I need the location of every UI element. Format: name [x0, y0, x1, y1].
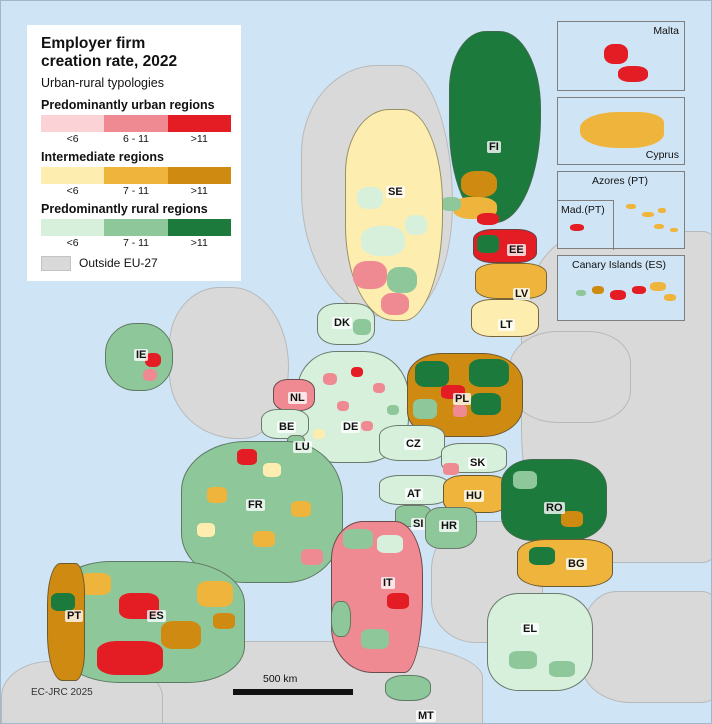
inset-malta-label: Malta	[653, 25, 679, 37]
legend-swatch-urban-high	[168, 115, 231, 132]
region-cell	[301, 549, 323, 565]
region-cell	[471, 393, 501, 415]
country-code-ES: ES	[149, 610, 164, 622]
country-code-SI: SI	[413, 518, 424, 530]
map-credit: EC-JRC 2025	[31, 687, 93, 698]
country-code-HU: HU	[466, 490, 482, 502]
legend-label-urban-high: >11	[190, 132, 208, 145]
legend-swatches-urban	[41, 115, 231, 132]
region-cell	[337, 401, 349, 411]
inset-canary-label: Canary Islands (ES)	[572, 259, 666, 271]
legend-swatch-urban-low	[41, 115, 104, 132]
legend-labels-rural	[41, 236, 231, 250]
country-code-EL: EL	[523, 623, 538, 635]
canary-island	[650, 282, 666, 291]
region-cell	[313, 429, 325, 439]
country-code-IT: IT	[383, 577, 393, 589]
region-cell	[529, 547, 555, 565]
azores-island	[654, 224, 664, 229]
region-cell	[351, 367, 363, 377]
inset-madeira-label: Mad.(PT)	[561, 204, 605, 216]
legend-swatch-intermediate-mid	[104, 167, 167, 184]
azores-island	[670, 228, 678, 232]
region-cell	[385, 675, 431, 701]
country-code-FI: FI	[489, 141, 499, 153]
region-cell	[477, 213, 499, 225]
inset-cyprus	[557, 97, 685, 165]
legend-title-line2: creation rate, 2022	[41, 52, 178, 70]
legend-swatch-urban-mid	[104, 115, 167, 132]
country-code-AT: AT	[407, 488, 421, 500]
country-code-MT: MT	[418, 710, 434, 722]
country-code-PT: PT	[67, 610, 82, 622]
country-code-EE: EE	[509, 244, 524, 256]
region-cell	[161, 621, 201, 649]
legend-label-rural-high: >11	[190, 236, 208, 249]
scale-bar-label: 500 km	[263, 673, 298, 685]
country-shape-EL	[487, 593, 593, 691]
legend-label-urban-mid: 6 - 11	[122, 132, 150, 145]
region-cell	[469, 359, 509, 387]
legend-swatch-rural-high	[168, 219, 231, 236]
legend-swatch-outside	[41, 256, 71, 271]
azores-island	[658, 208, 666, 213]
legend-swatch-rural-low	[41, 219, 104, 236]
region-cell	[331, 601, 351, 637]
legend-title-line1: Employer firm	[41, 35, 146, 52]
region-cell	[291, 501, 311, 517]
region-cell	[207, 487, 227, 503]
country-code-BE: BE	[279, 421, 295, 433]
azores-island	[626, 204, 636, 209]
country-code-IE: IE	[136, 349, 147, 361]
country-code-LV: LV	[515, 288, 529, 300]
cyprus-shape	[580, 112, 664, 148]
region-cell	[415, 361, 449, 387]
region-cell	[237, 449, 257, 465]
canary-island	[632, 286, 646, 294]
canary-island	[592, 286, 604, 294]
country-code-HR: HR	[441, 520, 457, 532]
canary-island	[664, 294, 676, 301]
legend-swatches-rural	[41, 219, 231, 236]
scale-bar	[233, 673, 353, 695]
azores-island	[642, 212, 654, 217]
country-code-FR: FR	[248, 499, 263, 511]
country-shape-LV	[475, 263, 547, 299]
region-cell	[441, 197, 461, 211]
region-cell	[357, 187, 383, 209]
landmass-outside-eu-belarus	[509, 331, 631, 423]
legend-swatch-rural-mid	[104, 219, 167, 236]
legend-swatch-intermediate-high	[168, 167, 231, 184]
region-cell	[361, 421, 373, 431]
country-code-SK: SK	[470, 457, 486, 469]
inset-malta	[557, 21, 685, 91]
region-cell	[343, 529, 373, 549]
country-code-BG: BG	[568, 558, 585, 570]
region-cell	[197, 581, 233, 607]
country-shape-LT	[471, 299, 539, 337]
region-cell	[213, 613, 235, 629]
region-cell	[387, 405, 399, 415]
legend-group-title-intermediate: Intermediate regions	[41, 149, 164, 164]
region-cell	[143, 369, 157, 381]
region-cell	[323, 373, 337, 385]
canary-island	[610, 290, 626, 300]
region-cell	[461, 171, 497, 197]
inset-canary-islands	[557, 255, 685, 321]
region-cell	[97, 641, 163, 675]
country-code-CZ: CZ	[406, 438, 421, 450]
region-cell	[361, 226, 405, 256]
region-cell	[373, 383, 385, 393]
gozo-shape	[618, 66, 648, 82]
region-cell	[477, 235, 499, 253]
region-cell	[263, 463, 281, 477]
country-code-NL: NL	[290, 392, 305, 404]
region-cell	[377, 535, 403, 553]
country-code-LU: LU	[295, 441, 310, 453]
legend-group-title-urban: Predominantly urban regions	[41, 97, 215, 112]
region-cell	[549, 661, 575, 677]
country-code-RO: RO	[546, 502, 563, 514]
legend-subtitle: Urban-rural typologies	[41, 75, 164, 90]
legend-labels-urban	[41, 132, 231, 146]
region-cell	[513, 471, 537, 489]
malta-shape	[604, 44, 628, 64]
region-cell	[443, 463, 459, 475]
legend-labels-intermediate	[41, 184, 231, 198]
legend-group-title-rural: Predominantly rural regions	[41, 201, 208, 216]
legend-title	[41, 35, 229, 71]
region-cell	[387, 593, 409, 609]
legend-outside-row	[41, 256, 229, 271]
legend-swatch-intermediate-low	[41, 167, 104, 184]
region-cell	[361, 629, 389, 649]
country-code-LT: LT	[500, 319, 513, 331]
legend-swatches-intermediate	[41, 167, 231, 184]
country-shape-PT	[47, 563, 85, 681]
region-cell	[51, 593, 75, 611]
madeira-shape	[570, 224, 584, 231]
legend-label-rural-low: <6	[66, 236, 79, 249]
region-cell	[353, 261, 387, 289]
region-cell	[453, 405, 467, 417]
region-cell	[381, 293, 409, 315]
inset-azores-madeira	[557, 171, 685, 249]
inset-azores-label: Azores (PT)	[592, 175, 649, 187]
scale-bar-line	[233, 689, 353, 695]
legend-label-outside: Outside EU-27	[79, 256, 158, 271]
country-code-SE: SE	[388, 186, 403, 198]
region-cell	[405, 215, 427, 235]
region-cell	[413, 399, 437, 419]
legend-label-urban-low: <6	[66, 132, 79, 145]
region-cell	[197, 523, 215, 537]
country-code-DK: DK	[334, 317, 350, 329]
madeira-subpanel	[558, 200, 614, 250]
canary-island	[576, 290, 586, 296]
legend-label-rural-mid: 7 - 11	[122, 236, 150, 249]
map-legend	[27, 25, 241, 281]
region-cell	[387, 267, 417, 293]
landmass-outside-eu-turkey	[581, 591, 712, 703]
region-cell	[509, 651, 537, 669]
inset-cyprus-label: Cyprus	[645, 149, 679, 161]
region-cell	[253, 531, 275, 547]
country-code-DE: DE	[343, 421, 359, 433]
legend-label-intermediate-mid: 7 - 11	[122, 184, 150, 197]
legend-label-intermediate-high: >11	[190, 184, 208, 197]
country-shape-FI	[449, 31, 541, 223]
country-code-PL: PL	[455, 393, 470, 405]
region-cell	[353, 319, 371, 335]
legend-label-intermediate-low: <6	[66, 184, 79, 197]
